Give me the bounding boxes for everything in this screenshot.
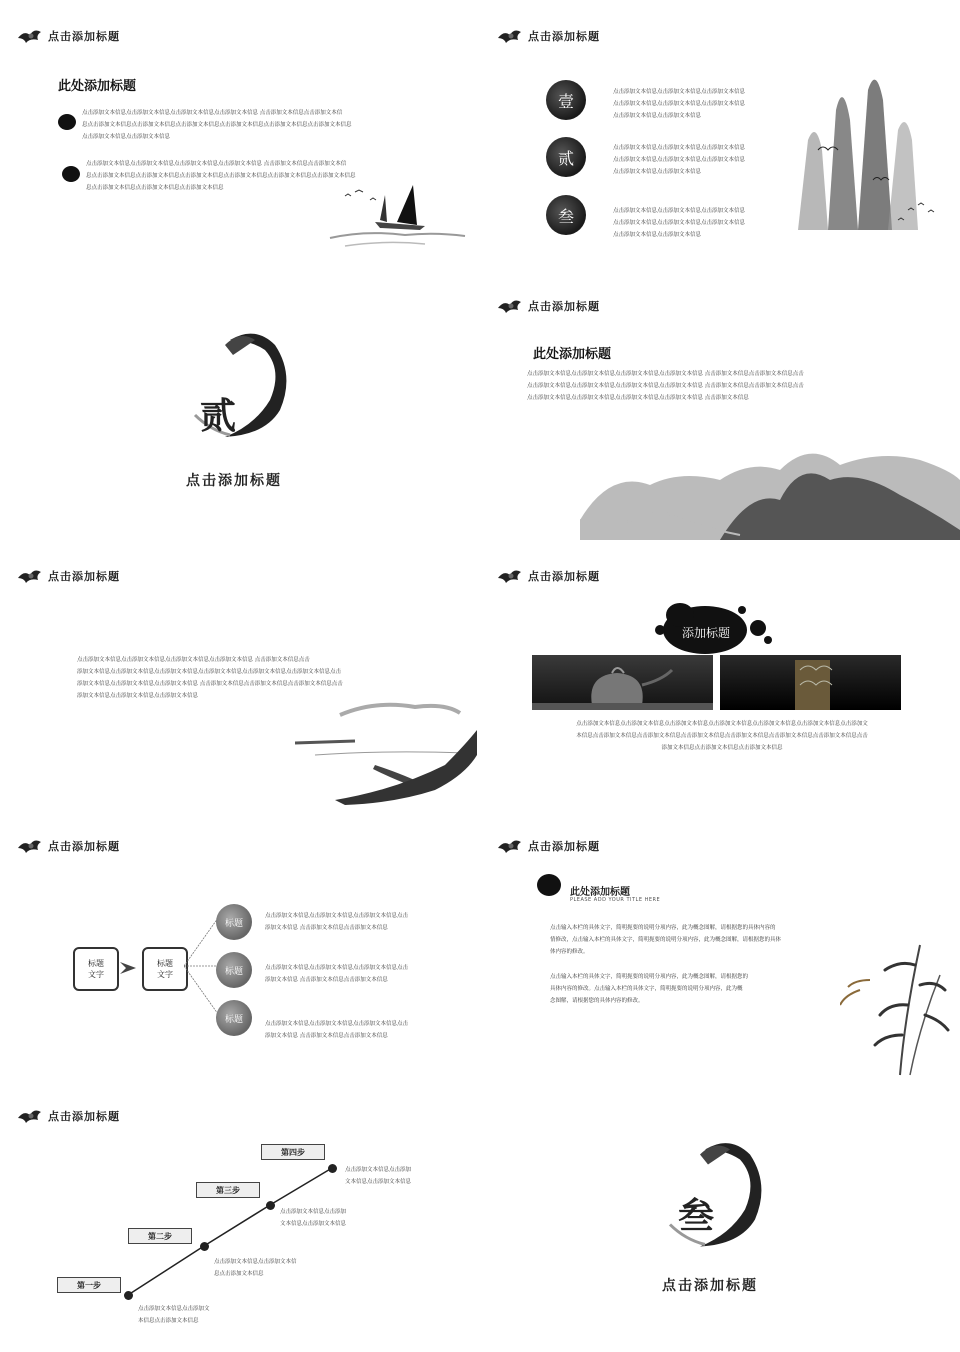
header-title: 点击添加标题 [48,1110,120,1123]
header-title: 点击添加标题 [48,30,120,43]
node-circle-3: 标题 [216,1000,252,1036]
artifact-photo [720,655,901,710]
slide-9 [0,1080,480,1350]
header-title: 点击添加标题 [528,30,600,43]
section-subheading: PLEASE ADD YOUR TITLE HERE [570,897,661,903]
paragraph-1: 点击输入本栏的具体文字，简明扼要的说明分项内容，此为概念图解，请根据您的具体内容的 情修改，点击输入本栏的具体文字，简明扼要的说明分项内容，此为概念图解，请根据您的具体 体内容的修改。 [550,925,782,955]
ink-dot-icon [58,114,76,130]
numeral-circle-2: 贰 [546,137,586,177]
section-title: 点击添加标题 [186,473,282,489]
section-heading: 此处添加标题 [58,79,137,94]
slide-8 [480,810,960,1080]
sailboat-painting-icon [325,180,475,265]
bamboo-painting-icon [840,935,950,1080]
slide-5 [0,540,480,810]
ink-logo-icon [16,836,44,856]
numeral-circle-1: 壹 [546,80,586,120]
slide-6 [480,540,960,810]
section-numeral: 叁 [678,1195,715,1237]
ink-dot-icon [537,874,561,896]
timeline-dot-1 [124,1291,133,1300]
step-label-3: 第三步 [196,1182,260,1198]
ink-logo-icon [16,26,44,46]
timeline-dot-2 [200,1242,209,1251]
node-text-2: 点击添加文本信息点击添加文本信息点击添加文本信息点击 添加文本信息 点击添加文本信息点击添加文本信息 [265,965,409,983]
slide-header [496,296,600,316]
slide-header [496,26,600,46]
node-text-1: 点击添加文本信息点击添加文本信息点击添加文本信息点击 添加文本信息 点击添加文本信息点击添加文本信息 [265,913,409,931]
step-label-4: 第四步 [261,1144,325,1160]
section-title: 点击添加标题 [662,1278,758,1294]
header-title: 点击添加标题 [528,300,600,313]
paragraph-2: 点击添加文本信息点击添加文本信息点击添加文本信息点击添加文本信息 点击添加文本信息点击添加文本信 息点击添加文本信息点击添加文本信息点击添加文本信息点击添加文本信息点击添加文本信息点击添加文本信息 息点击添加文本信息点击添加文本信息点击添加文本信息 [86,161,356,191]
slide-1 [0,0,480,270]
node-circle-2: 标题 [216,952,252,988]
header-title: 点击添加标题 [528,840,600,853]
ink-logo-icon [496,566,524,586]
timeline-dot-4 [328,1164,337,1173]
title-box-1: 标题 文字 [73,947,119,991]
ink-logo-icon [496,296,524,316]
slide-header [496,836,600,856]
chevron-right-icon [118,960,140,976]
slide-7 [0,810,480,1080]
mountain-painting-icon [788,60,953,240]
node-circle-1: 标题 [216,904,252,940]
boat-shore-painting-icon [295,695,477,805]
step-text-4: 点击添加文本信息点击添加 文本信息点击添加文本信息 [345,1167,412,1185]
step-text-2: 点击添加文本信息点击添加文本信 息点击添加文本信息 [214,1259,297,1277]
teapot-photo [532,655,713,710]
paragraph: 点击添加文本信息点击添加文本信息点击添加文本信息点击添加文本信息点击添加文本信息点击添加文本信息点击添加文 本信息点击添加文本信息点击添加文本信息点击添加文本信息点击添加文本信息点击添加文本信息点击添加文本信息点击 添加文本信息点击添加文本信息点击添加文本信息 [576,721,868,751]
item-text-2: 点击添加文本信息点击添加文本信息点击添加文本信息 点击添加文本信息点击添加文本信息点击添加文本信息 点击添加文本信息点击添加文本信息 [613,145,746,175]
section-numeral: 贰 [200,395,237,437]
slide-2 [480,0,960,270]
paragraph-1: 点击添加文本信息点击添加文本信息点击添加文本信息点击添加文本信息 点击添加文本信息点击添加文本信 息点击添加文本信息点击添加文本信息点击添加文本信息点击添加文本信息点击添加文本信息点击添加文本信息 点击添加文本信息点击添加文本信息 [82,110,352,140]
slide-header [16,26,120,46]
step-label-2: 第二步 [128,1228,192,1244]
title-box-2: 标题 文字 [142,947,188,991]
slide-header [16,566,120,586]
ink-logo-icon [496,26,524,46]
node-text-3: 点击添加文本信息点击添加文本信息点击添加文本信息点击 添加文本信息 点击添加文本信息点击添加文本信息 [265,1021,409,1039]
slide-4 [480,270,960,540]
section-heading: 此处添加标题 [533,347,612,362]
paragraph-2: 点击输入本栏的具体文字，简明扼要的说明分项内容，此为概念图解，请根据您的 具体内容的修改。点击输入本栏的具体文字，简明扼要的说明分项内容，此为概 念图解，请根据您的具体内容的修改。 [550,974,749,1004]
slide-10 [480,1080,960,1350]
item-text-3: 点击添加文本信息点击添加文本信息点击添加文本信息 点击添加文本信息点击添加文本信息点击添加文本信息 点击添加文本信息点击添加文本信息 [613,208,746,238]
step-text-1: 点击添加文本信息点击添加文 本信息点击添加文本信息 [138,1306,210,1324]
item-text-1: 点击添加文本信息点击添加文本信息点击添加文本信息 点击添加文本信息点击添加文本信息点击添加文本信息 点击添加文本信息点击添加文本信息 [613,89,746,119]
ink-dot-icon [62,166,80,182]
step-text-3: 点击添加文本信息点击添加 文本信息点击添加文本信息 [280,1209,347,1227]
paragraph: 点击添加文本信息点击添加文本信息点击添加文本信息点击添加文本信息 点击添加文本信息点击 添加文本信息点击添加文本信息点击添加文本信息点击添加文本信息点击添加文本信息点击添加文本信息点击 添加文本信息点击添加文本信息点击添加文本信息 点击添加文本信息点击添加文本信息点击添加文本信息点击 添加文本信息点击添加文本信息点击添加文本信息 [77,657,343,699]
slide-header [496,566,600,586]
step-label-1: 第一步 [57,1277,121,1293]
timeline-dot-3 [266,1201,275,1210]
ink-logo-icon [496,836,524,856]
header-title: 点击添加标题 [48,840,120,853]
header-title: 点击添加标题 [48,570,120,583]
slide-3 [0,270,480,540]
numeral-circle-3: 叁 [546,195,586,235]
header-title: 点击添加标题 [528,570,600,583]
section-heading: 此处添加标题 [570,887,630,898]
slide-header [16,836,120,856]
mountain-landscape-icon [580,440,960,540]
ink-title: 添加标题 [682,626,731,640]
ink-logo-icon [16,566,44,586]
paragraph: 点击添加文本信息点击添加文本信息点击添加文本信息点击添加文本信息 点击添加文本信息点击添加文本信息点击 点击添加文本信息点击添加文本信息点击添加文本信息点击添加文本信息 点击添加文本信息点击添加文本信息点击 点击添加文本信息点击添加文本信息点击添加文本信息点击添加文本信息 点击添加文本信息 [527,371,804,401]
